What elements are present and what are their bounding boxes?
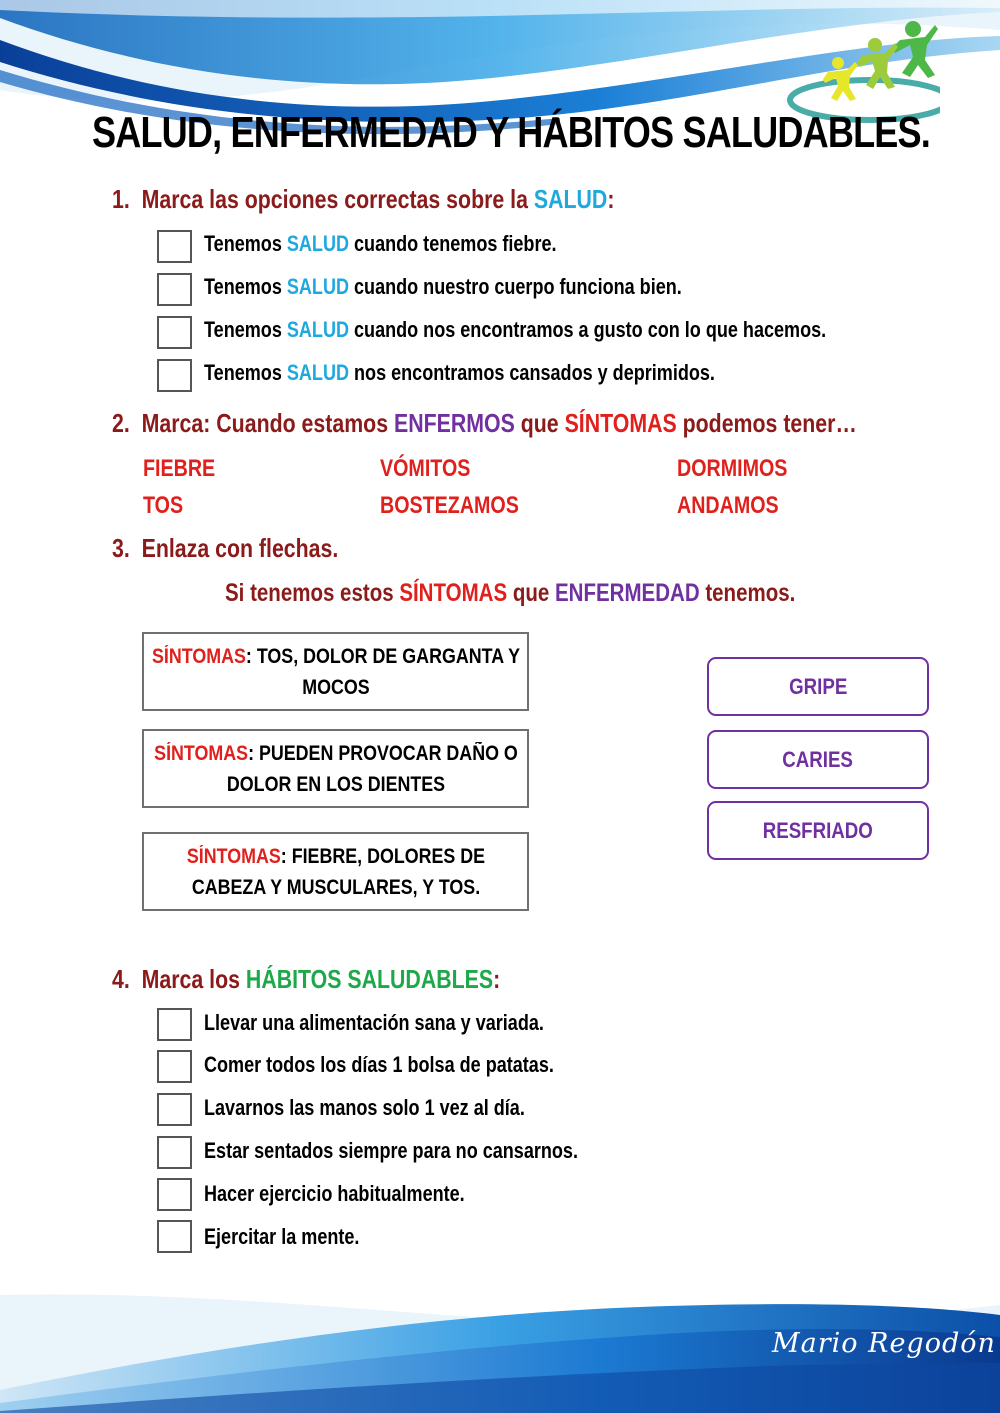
symptom-box-3[interactable]: SÍNTOMAS: FIEBRE, DOLORES DE CABEZA Y MUSCULARES, Y TOS. bbox=[142, 832, 529, 911]
q2-heading: 2. Marca: Cuando estamos ENFERMOS que SÍNTOMAS podemos tener… bbox=[112, 408, 857, 438]
q4-option-6: Ejercitar la mente. bbox=[204, 1224, 360, 1249]
q4-option-2: Comer todos los días 1 bolsa de patatas. bbox=[204, 1052, 554, 1077]
symptom-box-2[interactable]: SÍNTOMAS: PUEDEN PROVOCAR DAÑO O DOLOR EN LOS DIENTES bbox=[142, 729, 529, 808]
q4-option-3: Lavarnos las manos solo 1 vez al día. bbox=[204, 1095, 525, 1120]
q1-option-3: Tenemos SALUD cuando nos encontramos a gusto con lo que hacemos. bbox=[204, 317, 827, 342]
q1-option-1: Tenemos SALUD cuando tenemos fiebre. bbox=[204, 231, 557, 256]
q4-option-5: Hacer ejercicio habitualmente. bbox=[204, 1181, 465, 1206]
q1-checkbox-2[interactable] bbox=[157, 273, 192, 306]
symptom-word-fiebre[interactable]: FIEBRE bbox=[143, 455, 216, 482]
q1-option-4: Tenemos SALUD nos encontramos cansados y deprimidos. bbox=[204, 360, 715, 385]
q4-heading: 4. Marca los HÁBITOS SALUDABLES: bbox=[112, 964, 501, 994]
page-title: SALUD, ENFERMEDAD Y HÁBITOS SALUDABLES. bbox=[91, 108, 931, 157]
q4-checkbox-2[interactable] bbox=[157, 1050, 192, 1083]
author-signature: Mario Regodón bbox=[772, 1328, 996, 1359]
disease-box-caries[interactable]: CARIES bbox=[707, 730, 929, 789]
symptom-box-1[interactable]: SÍNTOMAS: TOS, DOLOR DE GARGANTA Y MOCOS bbox=[142, 632, 529, 711]
q3-heading: 3. Enlaza con flechas. bbox=[112, 533, 339, 563]
disease-box-gripe[interactable]: GRIPE bbox=[707, 657, 929, 716]
q1-checkbox-1[interactable] bbox=[157, 230, 192, 263]
symptom-word-vomitos[interactable]: VÓMITOS bbox=[380, 455, 471, 482]
q1-checkbox-4[interactable] bbox=[157, 359, 192, 392]
symptom-word-tos[interactable]: TOS bbox=[143, 492, 184, 519]
q4-checkbox-3[interactable] bbox=[157, 1093, 192, 1126]
q1-checkbox-3[interactable] bbox=[157, 316, 192, 349]
symptom-word-andamos[interactable]: ANDAMOS bbox=[677, 492, 779, 519]
q1-option-2: Tenemos SALUD cuando nuestro cuerpo funciona bien. bbox=[204, 274, 682, 299]
q4-option-4: Estar sentados siempre para no cansarnos. bbox=[204, 1138, 578, 1163]
q3-subheading: Si tenemos estos SÍNTOMAS que ENFERMEDAD tenemos. bbox=[225, 579, 796, 607]
q4-checkbox-5[interactable] bbox=[157, 1178, 192, 1211]
symptom-word-dormimos[interactable]: DORMIMOS bbox=[677, 455, 788, 482]
q4-checkbox-6[interactable] bbox=[157, 1220, 192, 1253]
q4-checkbox-1[interactable] bbox=[157, 1008, 192, 1041]
q4-option-1: Llevar una alimentación sana y variada. bbox=[204, 1010, 544, 1035]
q4-checkbox-4[interactable] bbox=[157, 1136, 192, 1169]
q1-heading: 1. Marca las opciones correctas sobre la SALUD: bbox=[112, 184, 615, 214]
symptom-word-bostezamos[interactable]: BOSTEZAMOS bbox=[380, 492, 519, 519]
disease-box-resfriado[interactable]: RESFRIADO bbox=[707, 801, 929, 860]
